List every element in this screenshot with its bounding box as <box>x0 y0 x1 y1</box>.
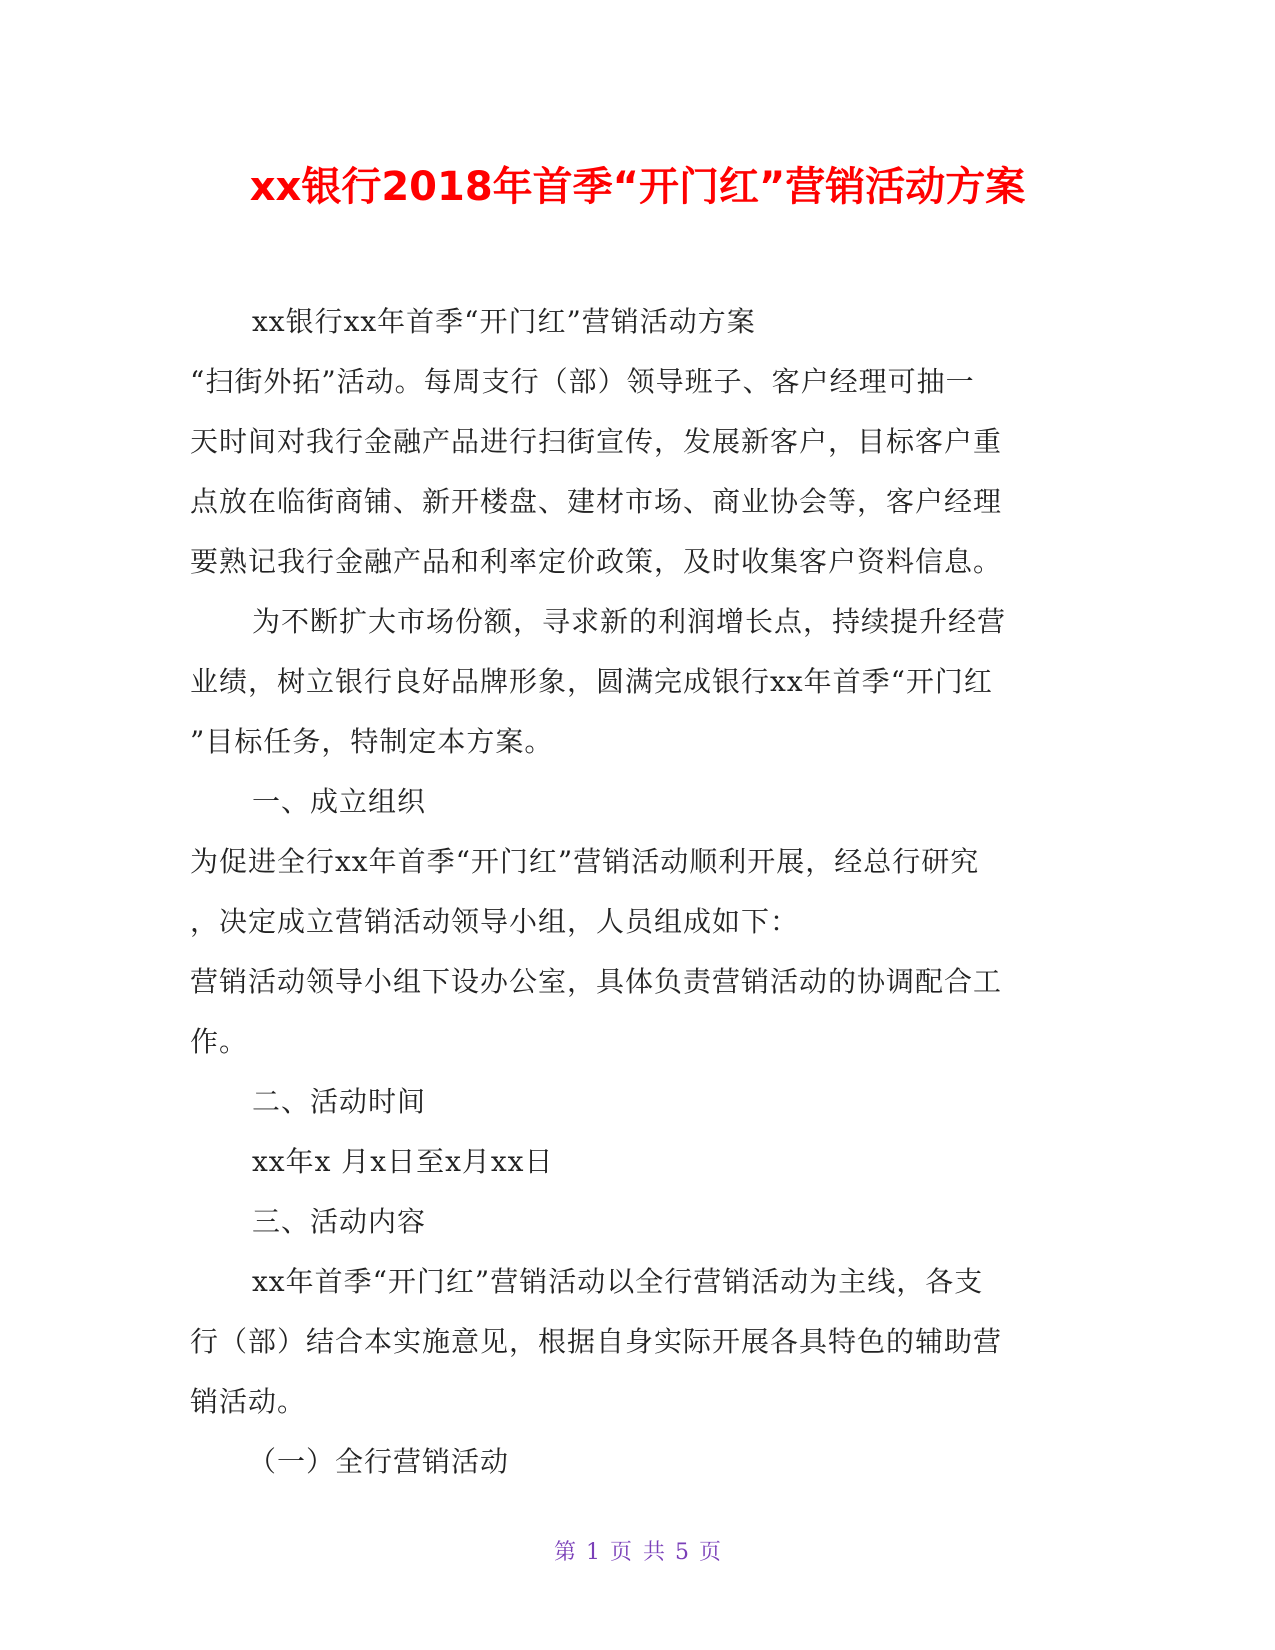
document-title: xx银行2018年首季“开门红”营销活动方案 <box>249 164 1026 210</box>
paragraph-line: 要熟记我行金融产品和利率定价政策，及时收集客户资料信息。 <box>190 545 1003 578</box>
footer-page-number: 1 <box>586 1540 600 1565</box>
paragraph-line: 业绩，树立银行良好品牌形象，圆满完成银行xx年首季“开门红 <box>190 665 993 698</box>
paragraph-line: 为不断扩大市场份额，寻求新的利润增长点，持续提升经营 <box>252 605 1007 638</box>
paragraph-line: 作。 <box>190 1025 249 1058</box>
paragraph-line: 天时间对我行金融产品进行扫街宣传，发展新客户，目标客户重 <box>190 425 1003 458</box>
paragraph-line: xx银行xx年首季“开门红”营销活动方案 <box>252 305 756 338</box>
document-body <box>190 292 1070 1492</box>
paragraph-line: ，决定成立营销活动领导小组，人员组成如下： <box>190 905 800 938</box>
paragraph-line: 为促进全行xx年首季“开门红”营销活动顺利开展，经总行研究 <box>190 845 980 878</box>
paragraph-line: 销活动。 <box>190 1385 307 1418</box>
paragraph-line: “扫街外拓”活动。每周支行（部）领导班子、客户经理可抽一 <box>190 365 975 398</box>
footer-total-pages: 5 <box>675 1540 689 1565</box>
paragraph-line: 营销活动领导小组下设办公室，具体负责营销活动的协调配合工 <box>190 965 1003 998</box>
paragraph-line: xx年首季“开门红”营销活动以全行营销活动为主线，各支 <box>252 1265 984 1298</box>
page-footer <box>0 1538 1275 1568</box>
footer-prefix: 第 <box>553 1540 576 1565</box>
section-heading: 二、活动时间 <box>252 1085 427 1118</box>
paragraph-line: xx年x 月x日至x月xx日 <box>252 1145 554 1178</box>
footer-suffix: 页 <box>699 1540 722 1565</box>
subsection-heading: （一）全行营销活动 <box>248 1445 510 1478</box>
paragraph-line: 行（部）结合本实施意见，根据自身实际开展各具特色的辅助营 <box>190 1325 1003 1358</box>
paragraph-line: ”目标任务，特制定本方案。 <box>190 725 554 758</box>
section-heading: 三、活动内容 <box>252 1205 427 1238</box>
paragraph-line: 点放在临街商铺、新开楼盘、建材市场、商业协会等，客户经理 <box>190 485 1003 518</box>
footer-middle: 页 共 <box>610 1540 665 1565</box>
section-heading: 一、成立组织 <box>252 785 427 818</box>
